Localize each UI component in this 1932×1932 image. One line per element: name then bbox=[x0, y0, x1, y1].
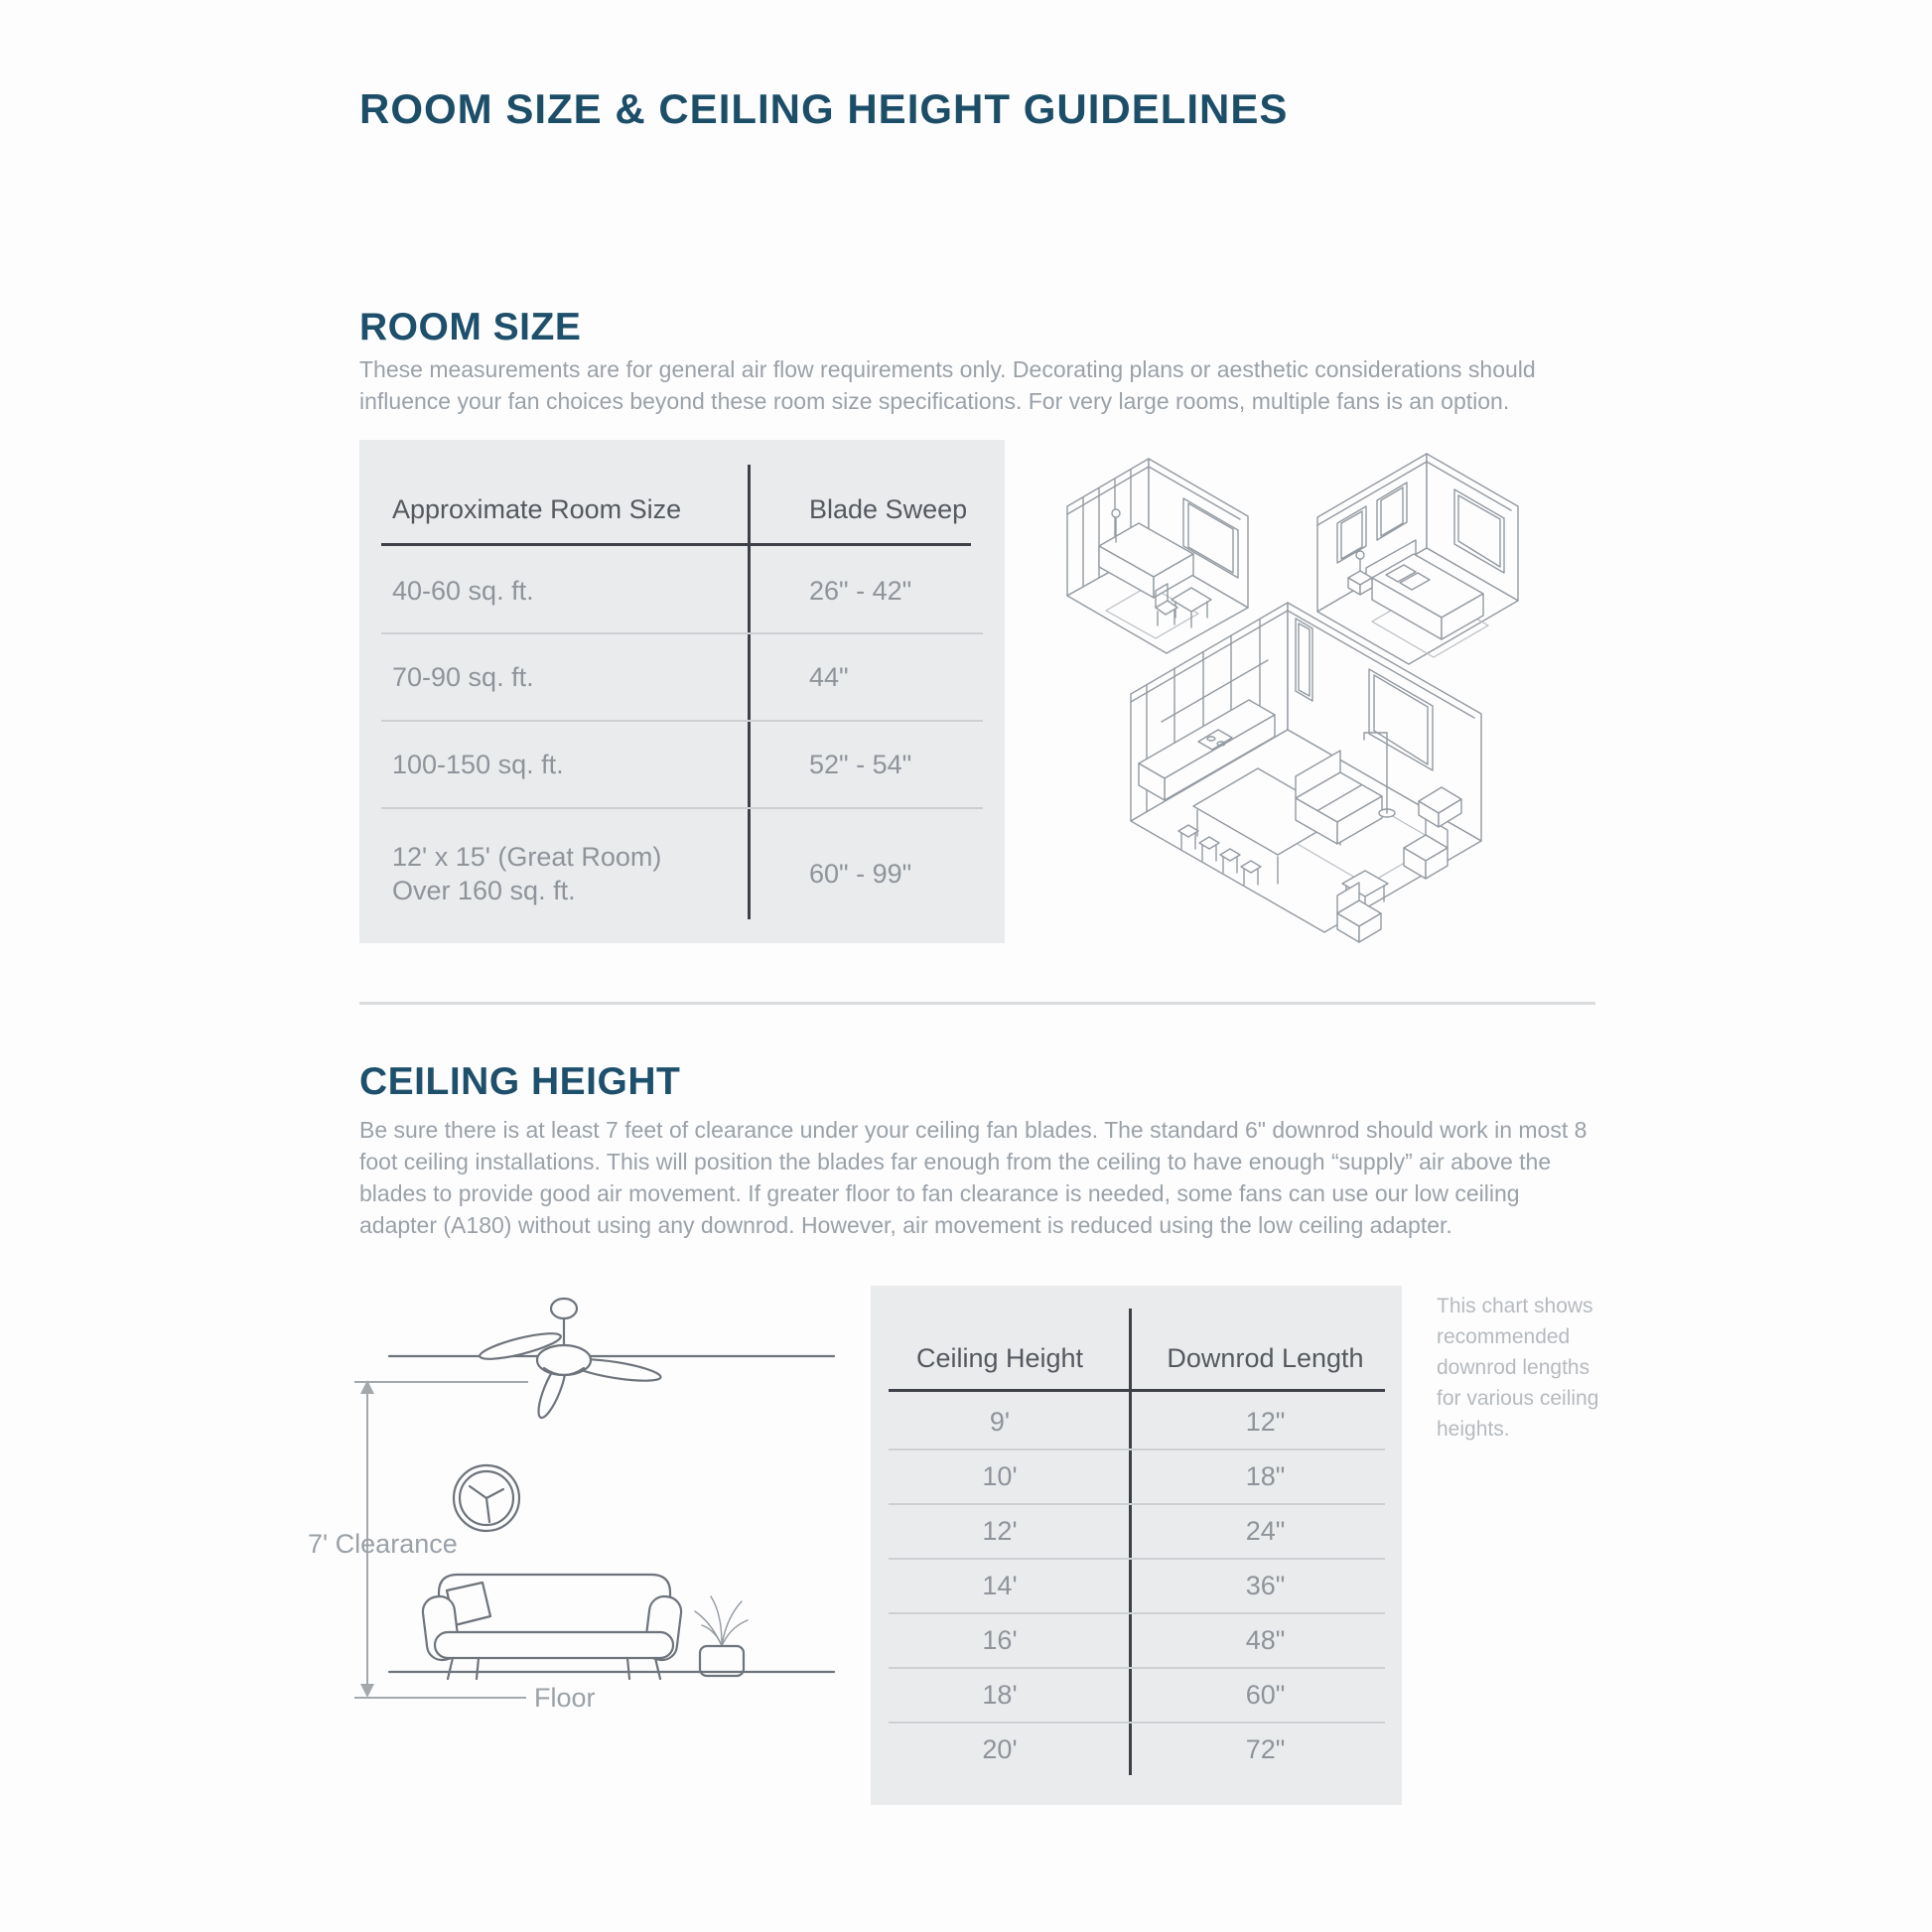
table-row bbox=[871, 1395, 1402, 1449]
cell-ceiling-height: 10' bbox=[982, 1461, 1018, 1491]
cell-downrod-length: 36" bbox=[1245, 1571, 1286, 1600]
column-header-downrod-length: Downrod Length bbox=[1167, 1342, 1364, 1373]
ceiling-height-description: Be sure there is at least 7 feet of clearance under your ceiling fan blades. The standard 6" downrod should work in most 8 foot ceiling installations. This will position the blades far enough from the ceiling to have enough “supply” air above the blades to provide good air movement. If greater floor to fan clearance is needed, some fans can use our low ceiling adapter (A180) without using any downrod. However, air movement is reduced using the low ceiling adapter. bbox=[359, 1117, 1587, 1238]
cell-ceiling-height: 12' bbox=[982, 1516, 1018, 1546]
cell-downrod-length: 12" bbox=[1245, 1406, 1286, 1437]
room-great-room bbox=[1131, 603, 1481, 942]
column-header-room-size: Approximate Room Size bbox=[392, 493, 682, 524]
table-row bbox=[871, 1450, 1402, 1503]
table-header-row bbox=[871, 1328, 1402, 1388]
table-row bbox=[871, 1505, 1402, 1558]
ceiling-fan-icon bbox=[478, 1299, 661, 1421]
table-side-note: This chart shows recommended downrod lengths for various ceiling heights. bbox=[1437, 1295, 1599, 1441]
plant-icon bbox=[695, 1596, 748, 1676]
ceiling-height-heading: CEILING HEIGHT bbox=[359, 1060, 681, 1103]
room-size-table bbox=[359, 440, 1005, 943]
cell-blade-sweep: 44" bbox=[809, 661, 849, 692]
cell-downrod-length: 18" bbox=[1245, 1461, 1286, 1491]
cell-blade-sweep: 26" - 42" bbox=[809, 576, 912, 606]
table-header-row bbox=[359, 480, 1005, 539]
cell-room-size: 70-90 sq. ft. bbox=[392, 661, 534, 692]
cell-downrod-length: 48" bbox=[1245, 1625, 1286, 1655]
cell-ceiling-height: 14' bbox=[982, 1571, 1018, 1600]
floor-label: Floor bbox=[534, 1683, 596, 1713]
column-header-blade-sweep: Blade Sweep bbox=[809, 493, 968, 524]
cell-ceiling-height: 20' bbox=[982, 1734, 1018, 1764]
room-size-heading: ROOM SIZE bbox=[359, 306, 582, 348]
table-row bbox=[871, 1614, 1402, 1667]
fan-clearance-diagram bbox=[278, 1283, 874, 1749]
table-row bbox=[359, 549, 1005, 633]
ceiling-height-table bbox=[871, 1286, 1402, 1805]
isometric-rooms-illustration bbox=[1044, 419, 1600, 975]
isometric-rooms-drawing bbox=[1044, 419, 1600, 975]
cell-ceiling-height: 18' bbox=[982, 1680, 1018, 1710]
cell-ceiling-height: 16' bbox=[982, 1625, 1018, 1655]
cell-room-size: 40-60 sq. ft. bbox=[392, 576, 534, 606]
room-bedroom bbox=[1317, 454, 1518, 664]
cell-room-size-line1: 12' x 15' (Great Room) bbox=[392, 842, 662, 872]
cell-blade-sweep: 52" - 54" bbox=[809, 749, 912, 779]
sofa-icon bbox=[421, 1575, 683, 1679]
header-rule bbox=[889, 1389, 1385, 1392]
fan-clearance-drawing bbox=[278, 1283, 874, 1749]
table-row bbox=[359, 809, 1005, 938]
room-small-office bbox=[1067, 459, 1248, 653]
cell-room-size: 100-150 sq. ft. bbox=[392, 749, 564, 779]
cell-room-size-line2: Over 160 sq. ft. bbox=[392, 876, 576, 905]
cell-downrod-length: 24" bbox=[1245, 1516, 1286, 1546]
wall-clock-icon bbox=[454, 1465, 519, 1531]
column-header-ceiling-height: Ceiling Height bbox=[915, 1342, 1084, 1373]
header-rule bbox=[381, 543, 971, 546]
room-size-description: These measurements are for general air flow requirements only. Decorating plans or aesthetic considerations should influence your fan choices beyond these room size specifications. For very large rooms, multiple fans is an option. bbox=[359, 356, 1536, 414]
cell-downrod-length: 60" bbox=[1245, 1680, 1286, 1710]
cell-downrod-length: 72" bbox=[1245, 1734, 1286, 1764]
page-title: ROOM SIZE & CEILING HEIGHT GUIDELINES bbox=[359, 85, 1289, 132]
table-row bbox=[871, 1669, 1402, 1722]
table-row bbox=[871, 1724, 1402, 1776]
table-row bbox=[359, 634, 1005, 720]
section-divider bbox=[359, 1002, 1595, 1005]
clearance-label: 7' Clearance bbox=[308, 1529, 458, 1559]
table-row bbox=[871, 1560, 1402, 1612]
cell-ceiling-height: 9' bbox=[989, 1406, 1011, 1437]
cell-blade-sweep: 60" - 99" bbox=[809, 858, 912, 889]
table-row bbox=[359, 722, 1005, 807]
